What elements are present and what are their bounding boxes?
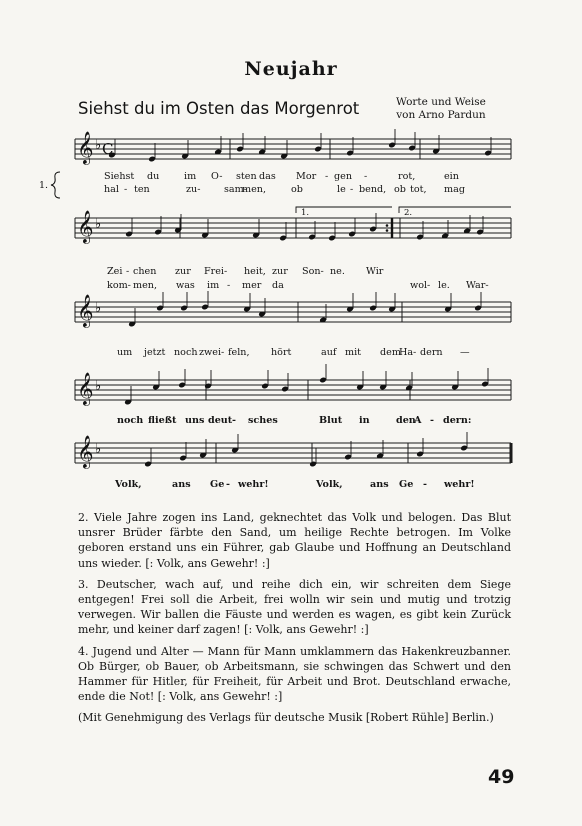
lyric-syllable: ne. [330, 266, 345, 277]
credit-line-2: von Arno Pardun [396, 109, 486, 121]
verse-number-marker: 1. [39, 180, 49, 191]
lyric-syllable: Ge [210, 479, 225, 490]
volta-bracket-2 [399, 207, 511, 213]
lyric-syllable: men, [242, 184, 267, 195]
lyric-syllable: wehr! [238, 479, 269, 490]
lyric-syllable: sches [248, 415, 278, 426]
repeat-dot [386, 229, 389, 232]
page-number: 49 [488, 766, 515, 788]
repeat-dot [386, 224, 389, 227]
volta-label-1: 1. [301, 208, 310, 218]
lyric-syllable: le. [438, 280, 450, 291]
lyric-syllable: zur [175, 266, 191, 277]
lyric-syllable: mit [345, 347, 362, 358]
lyric-syllable: ob [394, 184, 406, 195]
key-signature-flat-icon: ♭ [95, 379, 102, 394]
lyric-syllable: das [259, 171, 276, 182]
lyric-syllable: - [232, 415, 236, 426]
lyric-syllable: jetzt [144, 347, 166, 358]
lyric-syllable: Siehst [104, 171, 135, 182]
verse-4: 4. Jugend und Alter — Mann für Mann umklammern das Hakenkreuzbanner. Ob Bürger, ob Bauer, ob Arbeitsmann, sie schwingen das Schwert und den Hammer für Hitler, für Freiheit, für Arbeit und Brot. Deutschland erwache, ende die Not! [: Volk, ans Gewehr! :] [78, 644, 511, 704]
lyric-syllable: - [364, 171, 368, 182]
lyric-syllable: - [227, 280, 231, 291]
lyric-syllable: in [359, 415, 370, 426]
lyric-syllable: Wir [366, 266, 384, 277]
lyric-syllable: Ge [399, 479, 414, 490]
lyric-syllable: da [272, 280, 284, 291]
lyric-syllable: im [184, 171, 197, 182]
lyric-syllable: Mor [296, 171, 317, 182]
verse-brace-icon [51, 172, 60, 198]
time-signature-common-icon: C [102, 140, 114, 158]
lyric-syllable: deut [208, 415, 233, 426]
lyric-syllable: gen [334, 171, 352, 182]
lyric-syllable: War- [466, 280, 489, 291]
lyric-syllable: O- [211, 171, 223, 182]
lyric-syllable: ans [370, 479, 389, 490]
lyric-syllable: dern: [443, 415, 472, 426]
lyric-syllable: tot, [410, 184, 427, 195]
lyric-syllable: - [226, 479, 230, 490]
lyric-syllable: kom- [107, 280, 131, 291]
copyright-note: (Mit Genehmigung des Verlags für deutsche Musik [Robert Rühle] Berlin.) [78, 711, 494, 725]
verses-block [78, 510, 511, 732]
lyric-syllable: ans [172, 479, 191, 490]
lyric-syllable: um [117, 347, 133, 358]
key-signature-flat-icon: ♭ [95, 442, 102, 457]
lyric-syllable: feln, [228, 347, 250, 358]
lyric-syllable: im [207, 280, 220, 291]
lyric-syllable: noch [117, 415, 144, 426]
lyric-syllable: fließt [148, 415, 177, 426]
lyric-syllable: Volk, [316, 479, 343, 490]
lyric-syllable: Frei [204, 266, 224, 277]
lyric-syllable: den [396, 415, 416, 426]
lyric-syllable: Ha [399, 347, 414, 358]
volta-bracket-1 [296, 207, 392, 213]
lyric-syllable: rot, [398, 171, 416, 182]
lyric-syllable: Volk, [115, 479, 142, 490]
treble-clef-icon: 𝄞 [77, 435, 94, 468]
lyric-syllable: du [147, 171, 160, 182]
lyric-syllable: zu- [186, 184, 201, 195]
lyric-syllable: uns [185, 415, 205, 426]
lyric-syllable: ob [291, 184, 303, 195]
lyric-syllable: noch [174, 347, 198, 358]
verse-3: 3. Deutscher, wach auf, und reihe dich ein, wir schreiten dem Siege entgegen! Frei soll die Arbeit, frei wolln wir sein und mutig und trotzig verwegen. Wir ballen die Fäuste und werden es wagen, es gibt kein Zurück mehr, und keiner darf zagen! [: Volk, ans Gewehr! :] [78, 577, 511, 637]
lyric-syllable: - [124, 184, 128, 195]
lyric-syllable: ein [444, 171, 459, 182]
lyric-syllable: was [176, 280, 195, 291]
lyric-syllable: - [126, 266, 130, 277]
treble-clef-icon: 𝄞 [77, 372, 94, 405]
credit-line-1: Worte und Weise [396, 96, 486, 108]
key-signature-flat-icon: ♭ [95, 138, 102, 153]
lyric-syllable: — [460, 347, 470, 358]
lyric-syllable: men, [133, 280, 158, 291]
lyric-syllable: bend, [359, 184, 387, 195]
lyric-syllable: Zei [107, 266, 123, 277]
lyric-syllable: - [423, 479, 427, 490]
lyric-syllable: - [430, 415, 434, 426]
lyric-syllable: zur [272, 266, 288, 277]
lyric-syllable: - [413, 347, 417, 358]
lyric-syllable: Blut [319, 415, 343, 426]
lyric-syllable: sten [236, 171, 257, 182]
treble-clef-icon: 𝄞 [77, 131, 94, 164]
lyric-syllable: chen [133, 266, 157, 277]
lyric-syllable: hal [104, 184, 119, 195]
page-title: Neujahr [244, 58, 338, 80]
lyric-syllable: hört [271, 347, 292, 358]
lyric-syllable: ten [134, 184, 150, 195]
lyric-syllable: dem [380, 347, 401, 358]
lyric-syllable: dern [420, 347, 443, 358]
lyric-syllable: auf [321, 347, 337, 358]
lyric-syllable: heit, [244, 266, 266, 277]
lyric-syllable: le [337, 184, 346, 195]
song-title: Siehst du im Osten das Morgenrot [78, 99, 360, 118]
lyric-syllable: wehr! [444, 479, 475, 490]
lyric-syllable: zwei- [199, 347, 225, 358]
lyric-syllable: A [414, 415, 422, 426]
key-signature-flat-icon: ♭ [95, 217, 102, 232]
lyric-syllable: mer [242, 280, 262, 291]
treble-clef-icon: 𝄞 [77, 210, 94, 243]
lyric-syllable: sam- [224, 184, 247, 195]
lyric-syllable: - [350, 184, 354, 195]
verse-2: 2. Viele Jahre zogen ins Land, geknechtet das Volk und belogen. Das Blut unsrer Brüder färbte den Sand, um heilige Rechte betrogen. Im Volke geboren erstand uns ein Führer, gab Glaube und Hoffnung an Deutschland uns wieder. [: Volk, ans Gewehr! :] [78, 511, 511, 570]
lyric-syllable: - [325, 171, 329, 182]
lyric-syllable: - [224, 266, 228, 277]
lyric-syllable: mag [444, 184, 465, 195]
treble-clef-icon: 𝄞 [77, 294, 94, 327]
volta-label-2: 2. [404, 208, 413, 218]
lyric-syllable: Son- [302, 266, 324, 277]
lyric-syllable: wol- [410, 280, 431, 291]
key-signature-flat-icon: ♭ [95, 301, 102, 316]
